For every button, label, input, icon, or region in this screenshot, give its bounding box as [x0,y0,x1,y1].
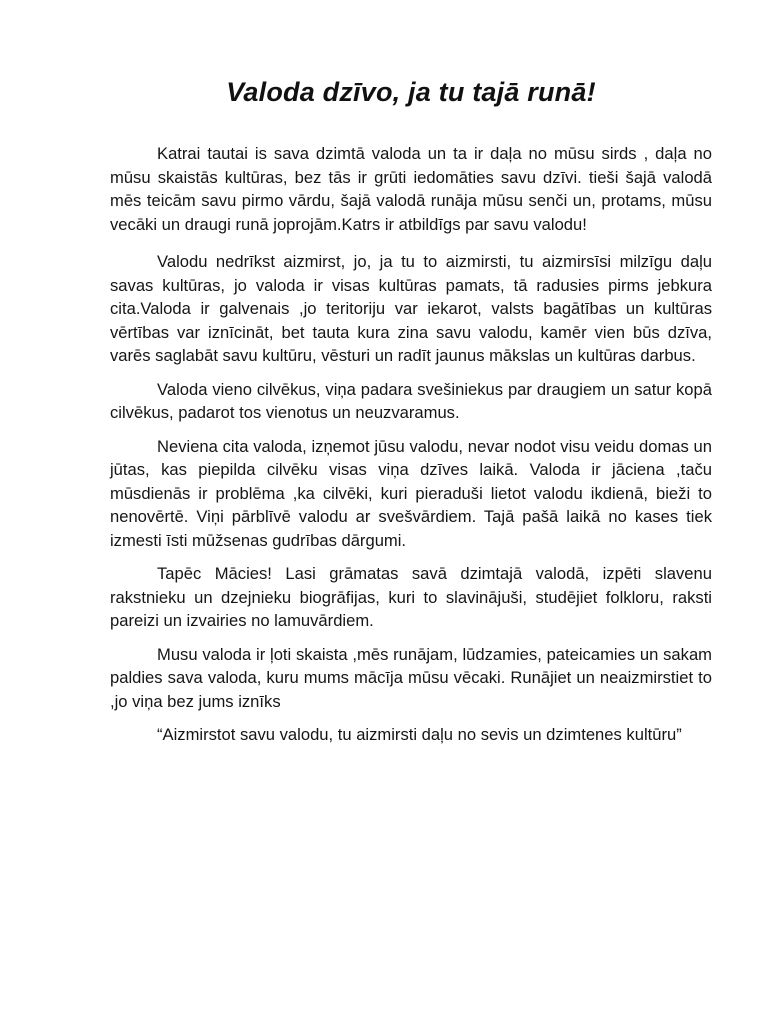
paragraph: Neviena cita valoda, izņemot jūsu valodu, nevar nodot visu veidu domas un jūtas, kas piepilda cilvēku visas viņa dzīves laikā. Valoda ir jāciena ,taču mūsdienās ir problēma ,ka cilvēki, kuri pieraduši lietot valodu ikdienā, bieži to nenovērtē. Viņi pārblīvē valodu ar svešvārdiem. Tajā pašā laikā no kases tiek izmesti īsti mūžsenas gudrības dārgumi. [110,436,712,550]
paragraph: Tapēc Mācies! Lasi grāmatas savā dzimtajā valodā, izpēti slavenu rakstnieku un dzejnieku biogrāfijas, kuri to slavinājuši, studējiet folkloru, raksti pareizi un izvairies no lamuvārdiem. [110,564,712,630]
paragraph: Musu valoda ir ļoti skaista ,mēs runājam, lūdzamies, pateicamies un sakam paldies sava valoda, kuru mums mācīja mūsu vēcaki. Runājiet un neaizmirstiet to ,jo viņa bez jums iznīks [110,644,712,711]
closing-quote: “Aizmirstot savu valodu, tu aizmirsti daļu no sevis un dzimtenes kultūru” [157,725,682,744]
essay-body [110,142,712,747]
paragraph: Valodu nedrīkst aizmirst, jo, ja tu to aizmirsti, tu aizmirsīsi milzīgu daļu savas kultūras, jo valoda ir visas kultūras pamats, tā radusies pirms jebkura cita.Valoda ir galvenais ,jo teritoriju var iekarot, valsts bagātības un kultūras vērtības var iznīcināt, bet tauta kura zina savu valodu, kamēr vien būs dzīva, varēs saglabāt savu kultūru, vēsturi un radīt jaunus mākslas un kultūras darbus. [110,252,712,365]
page-title: Valoda dzīvo, ja tu tajā runā! [226,77,596,107]
paragraph: Katrai tautai is sava dzimtā valoda un ta ir daļa no mūsu sirds , daļa no mūsu skaistās kultūras, bez tās ir grūti iedomāties savu dzīvi. tieši šajā valodā mēs teicām savu pirmo vārdu, šajā valodā runāja mūsu senči un, protams, mūsu vecāki un draugi runā joprojām.Katrs ir atbildīgs par savu valodu! [110,144,712,234]
paragraph: Valoda vieno cilvēkus, viņa padara svešiniekus par draugiem un satur kopā cilvēkus, padarot tos vienotus un neuzvaramus. [110,379,712,422]
